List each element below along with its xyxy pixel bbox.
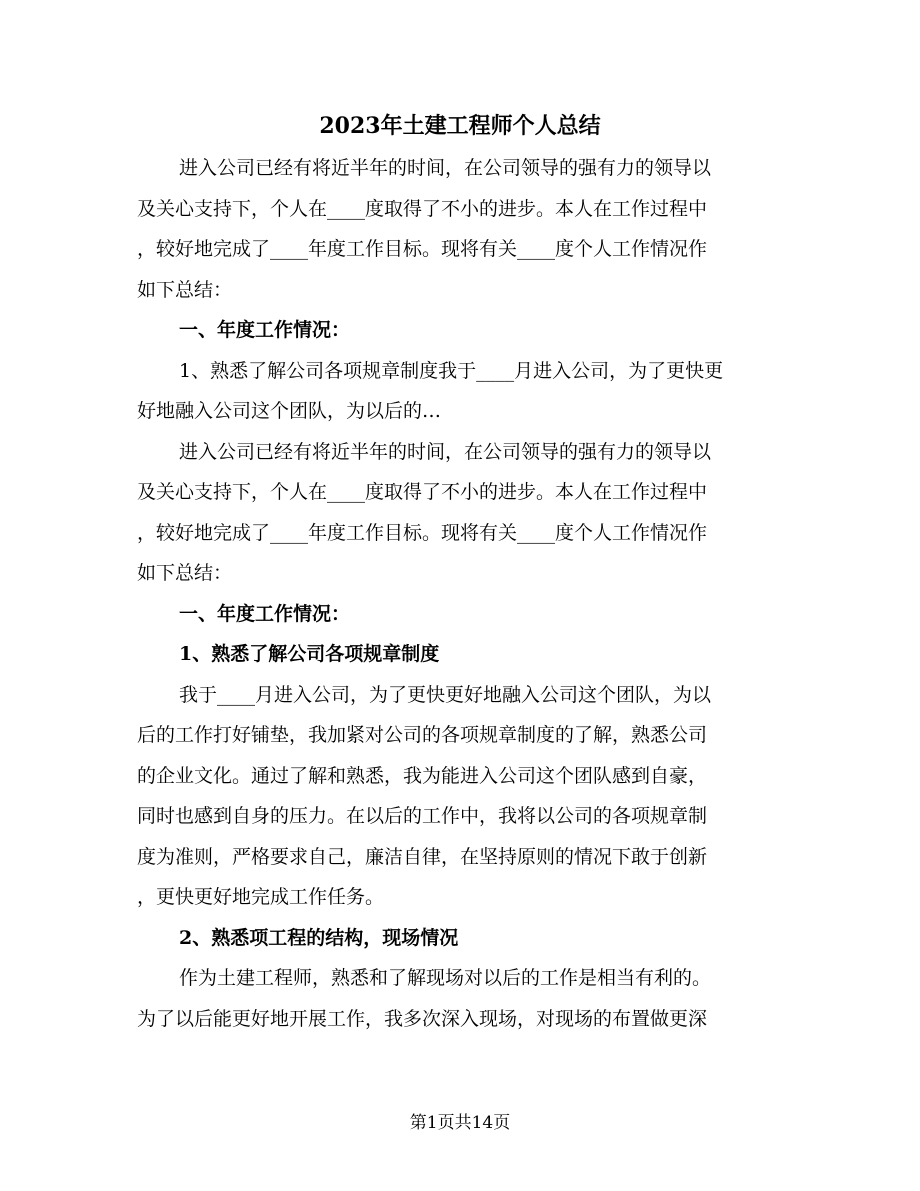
page-number-footer: 第1页共14页 xyxy=(409,1113,511,1133)
section-heading: 一、年度工作情况： xyxy=(179,319,351,341)
subsection-heading: 2、熟悉项工程的结构，现场情况 xyxy=(179,926,459,949)
paragraph-line: 1、熟悉了解公司各项规章制度我于____月进入公司，为了更快更 xyxy=(179,359,724,382)
paragraph-line: 度为准则，严格要求自己，廉洁自律，在坚持原则的情况下敢于创新 xyxy=(137,845,708,868)
document-title: 2023年土建工程师个人总结 xyxy=(319,113,601,139)
paragraph-line: 及关心支持下，个人在____度取得了不小的进步。本人在工作过程中 xyxy=(137,481,708,503)
paragraph-line: 为了以后能更好地开展工作，我多次深入现场，对现场的布置做更深 xyxy=(137,1007,708,1030)
paragraph-line: 我于____月进入公司，为了更快更好地融入公司这个团队，为以 xyxy=(179,683,712,706)
paragraph-line: 同时也感到自身的压力。在以后的工作中，我将以公司的各项规章制 xyxy=(137,805,708,827)
paragraph-line: ，较好地完成了____年度工作目标。现将有关____度个人工作情况作 xyxy=(137,238,708,260)
paragraph-line: 如下总结： xyxy=(137,562,233,584)
paragraph-line: 进入公司已经有将近半年的时间，在公司领导的强有力的领导以 xyxy=(179,157,712,179)
paragraph-line: ，较好地完成了____年度工作目标。现将有关____度个人工作情况作 xyxy=(137,521,708,544)
paragraph-line: 好地融入公司这个团队，为以后的… xyxy=(137,400,442,422)
subsection-heading: 1、熟悉了解公司各项规章制度 xyxy=(179,643,440,665)
section-heading: 一、年度工作情况： xyxy=(179,602,351,625)
paragraph-line: 作为土建工程师，熟悉和了解现场对以后的工作是相当有利的。 xyxy=(179,967,712,989)
paragraph-line: ，更快更好地完成工作任务。 xyxy=(137,886,385,908)
paragraph-line: 的企业文化。通过了解和熟悉，我为能进入公司这个团队感到自豪， xyxy=(137,764,708,787)
document-body xyxy=(137,148,777,1039)
paragraph-line: 后的工作打好铺垫，我加紧对公司的各项规章制度的了解，熟悉公司 xyxy=(137,724,708,746)
paragraph-line: 如下总结： xyxy=(137,278,233,301)
paragraph-line: 进入公司已经有将近半年的时间，在公司领导的强有力的领导以 xyxy=(179,440,712,463)
paragraph-line: 及关心支持下，个人在____度取得了不小的进步。本人在工作过程中 xyxy=(137,197,708,220)
